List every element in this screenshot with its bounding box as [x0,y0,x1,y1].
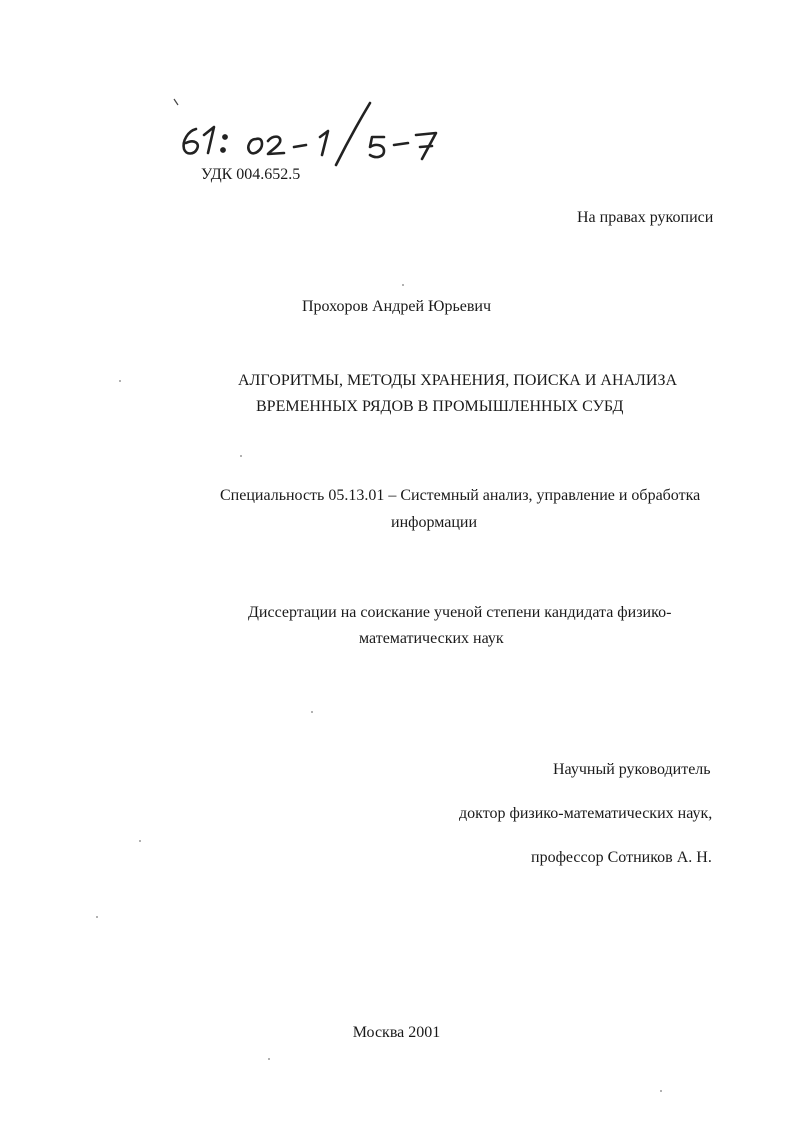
scan-speck [311,711,313,713]
title-line-1: АЛГОРИТМЫ, МЕТОДЫ ХРАНЕНИЯ, ПОИСКА И АНАЛИЗА [238,372,678,389]
supervisor-name: профессор Сотников А. Н. [531,849,712,866]
handwritten-archive-mark [170,95,490,175]
rights-note: На правах рукописи [577,209,714,226]
scan-speck [660,1090,662,1092]
scan-speck [240,455,242,457]
supervisor-degree: доктор физико-математических наук, [459,805,713,822]
handwriting-drawing [170,95,490,175]
specialty-line-2: информации [391,514,478,531]
udc-code: УДК 004.652.5 [201,166,301,183]
degree-line-1: Диссертации на соискание ученой степени кандидата физико- [248,604,672,621]
degree-line-2: математических наук [359,630,504,647]
place-year: Москва 2001 [352,1024,441,1041]
title-line-2: ВРЕМЕННЫХ РЯДОВ В ПРОМЫШЛЕННЫХ СУБД [256,398,624,415]
scan-speck [402,284,404,286]
scan-speck [119,380,121,382]
scan-speck [268,1058,270,1060]
scan-speck [139,840,141,842]
author-name: Прохоров Андрей Юрьевич [301,298,492,315]
specialty-line-1: Специальность 05.13.01 – Системный анализ, управление и обработка [220,487,701,504]
supervisor-label: Научный руководитель [553,761,711,778]
scan-speck [96,916,98,918]
